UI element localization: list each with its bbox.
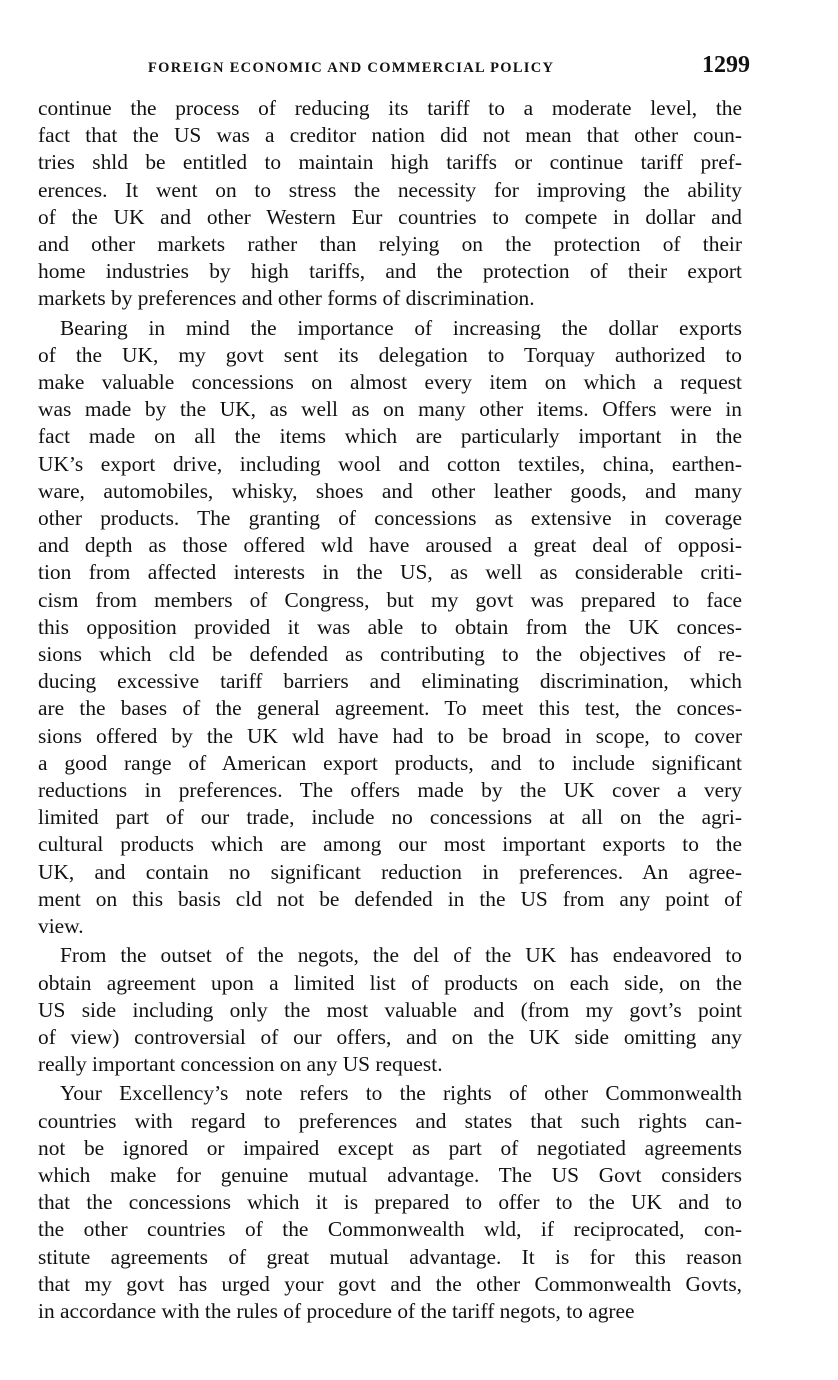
text-line: obtain agreement upon a limited list of products on each side, on the: [38, 970, 742, 995]
text-line: limited part of our trade, include no concessions at all on the agri-: [38, 805, 742, 830]
text-line: erences. It went on to stress the necessity for improving the ability: [38, 177, 742, 202]
text-line: ment on this basis cld not be defended in the US from any point of: [38, 886, 742, 911]
text-line: fact that the US was a creditor nation did not mean that other coun-: [38, 123, 742, 148]
text-line: was made by the UK, as well as on many other items. Offers were in: [38, 397, 742, 422]
text-line: ducing excessive tariff barriers and eliminating discrimination, which: [38, 669, 742, 694]
text-line: other products. The granting of concessions as extensive in coverage: [38, 506, 742, 531]
text-line: of view) controversial of our offers, and on the UK side omitting any: [38, 1024, 742, 1049]
text-line: markets by preferences and other forms of discrimination.: [38, 286, 535, 311]
text-line: that the concessions which it is prepared to offer to the UK and to: [38, 1190, 742, 1215]
text-line: this opposition provided it was able to obtain from the UK conces-: [38, 614, 742, 639]
text-line: that my govt has urged your govt and the other Commonwealth Govts,: [38, 1271, 742, 1296]
text-line: tion from affected interests in the US, as well as considerable criti-: [38, 560, 742, 585]
page-number: 1299: [702, 52, 750, 78]
paragraph: [38, 315, 742, 941]
text-line: tries shld be entitled to maintain high tariffs or continue tariff pref-: [38, 150, 742, 175]
text-line: reductions in preferences. The offers made by the UK cover a very: [38, 778, 742, 803]
text-line: continue the process of reducing its tariff to a moderate level, the: [38, 96, 742, 120]
paragraph: [38, 942, 742, 1078]
text-line: cultural products which are among our most important exports to the: [38, 832, 742, 857]
text-line: a good range of American export products, and to include significant: [38, 750, 742, 775]
text-line: and other markets rather than relying on the protection of their: [38, 232, 742, 257]
text-line: the other countries of the Commonwealth wld, if reciprocated, con-: [38, 1217, 742, 1242]
text-line: make valuable concessions on almost every item on which a request: [38, 370, 742, 395]
running-title: FOREIGN ECONOMIC AND COMMERCIAL POLICY: [148, 60, 555, 76]
text-line: really important concession on any US request.: [38, 1052, 443, 1077]
body-text: [38, 95, 742, 1325]
text-line: Bearing in mind the importance of increasing the dollar exports: [60, 315, 742, 340]
text-line: and depth as those offered wld have aroused a great deal of opposi-: [38, 533, 742, 558]
paragraph: [38, 1080, 742, 1325]
text-line: Your Excellency’s note refers to the rights of other Commonwealth: [60, 1081, 742, 1106]
text-line: cism from members of Congress, but my govt was prepared to face: [38, 587, 742, 612]
text-line: countries with regard to preferences and states that such rights can-: [38, 1108, 742, 1133]
text-line: UK, and contain no significant reduction in preferences. An agree-: [38, 859, 742, 884]
text-line: UK’s export drive, including wool and cotton textiles, china, earthen-: [38, 451, 742, 476]
text-line: From the outset of the negots, the del of the UK has endeavored to: [60, 943, 742, 968]
text-line: in accordance with the rules of procedure of the tariff negots, to agree: [38, 1298, 635, 1323]
text-line: sions offered by the UK wld have had to be broad in scope, to cover: [38, 723, 742, 748]
text-line: which make for genuine mutual advantage. The US Govt considers: [38, 1162, 742, 1187]
text-line: of the UK, my govt sent its delegation to Torquay authorized to: [38, 342, 742, 367]
text-line: are the bases of the general agreement. To meet this test, the conces-: [38, 696, 742, 721]
text-line: of the UK and other Western Eur countries to compete in dollar and: [38, 204, 742, 229]
paragraph: [38, 95, 742, 313]
text-line: stitute agreements of great mutual advantage. It is for this reason: [38, 1244, 742, 1269]
text-line: view.: [38, 914, 84, 939]
page-header: [40, 52, 750, 86]
text-line: sions which cld be defended as contributing to the objectives of re-: [38, 642, 742, 667]
text-line: home industries by high tariffs, and the protection of their export: [38, 259, 742, 284]
text-line: not be ignored or impaired except as part of negotiated agreements: [38, 1135, 742, 1160]
text-line: US side including only the most valuable and (from my govt’s point: [38, 997, 742, 1022]
text-line: ware, automobiles, whisky, shoes and other leather goods, and many: [38, 478, 742, 503]
text-line: fact made on all the items which are particularly important in the: [38, 424, 742, 449]
